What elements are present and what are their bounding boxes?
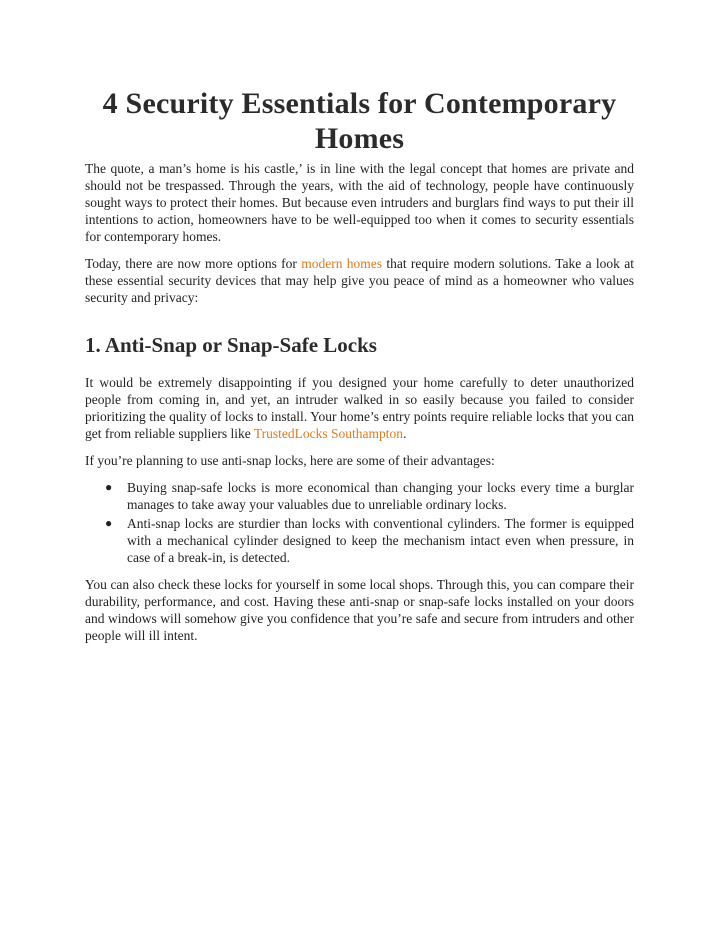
document-page — [85, 86, 634, 644]
bullet-icon: ● — [105, 480, 113, 494]
locks-text-after: . — [402, 426, 407, 441]
list-item — [105, 479, 634, 513]
locks-paragraph — [85, 374, 634, 442]
options-text-after: that require modern solutions. Take a look at these essential security devices that may help give you peace of mind as a homeowner who values security and privacy: — [85, 256, 634, 305]
list-item-text: Buying snap-safe locks is more economical than changing your locks every time a burglar manages to take away your valuables due to unreliable ordinary locks. — [127, 480, 634, 512]
trustedlocks-link[interactable]: TrustedLocks Southampton — [253, 426, 403, 441]
advantages-intro-paragraph: If you’re planning to use anti-snap locks, here are some of their advantages: — [85, 453, 495, 468]
closing-paragraph: You can also check these locks for yourself in some local shops. Through this, you can compare their durability, performance, and cost. Having these anti-snap or snap-safe locks installed on your doors and windows will somehow give you confidence that you’re safe and secure from intruders and other people will ill intent. — [85, 577, 634, 643]
intro-paragraph: The quote, a man’s home is his castle,’ is in line with the legal concept that homes are private and should not be trespassed. Through the years, with the aid of technology, people have continuously sought ways to protect their homes. But because even intruders and burglars find ways to put their ill intentions to action, homeowners have to be well-equipped too when it comes to security essentials for contemporary homes. — [85, 161, 634, 244]
list-item-text: Anti-snap locks are sturdier than locks with conventional cylinders. The former is equipped with a mechanical cylinder designed to keep the mechanism intact even when pressure, in case of a break-in, is detected. — [127, 516, 634, 565]
list-item — [105, 515, 634, 566]
section-heading-anti-snap-locks: 1. Anti-Snap or Snap-Safe Locks — [85, 333, 377, 357]
bullet-icon: ● — [105, 516, 113, 530]
page-title: 4 Security Essentials for Contemporary Homes — [102, 87, 617, 155]
options-text-before: Today, there are now more options for — [85, 256, 302, 271]
options-paragraph — [85, 255, 634, 306]
advantages-list — [85, 479, 634, 566]
modern-homes-link[interactable]: modern homes — [301, 256, 383, 271]
locks-text-before: It would be extremely disappointing if you designed your home carefully to deter unauthorized people from coming in, and yet, an intruder walked in so easily because you failed to consider prioritizing the quality of locks to install. Your home’s entry points require reliable locks that you can get from reliable suppliers like — [85, 375, 634, 441]
